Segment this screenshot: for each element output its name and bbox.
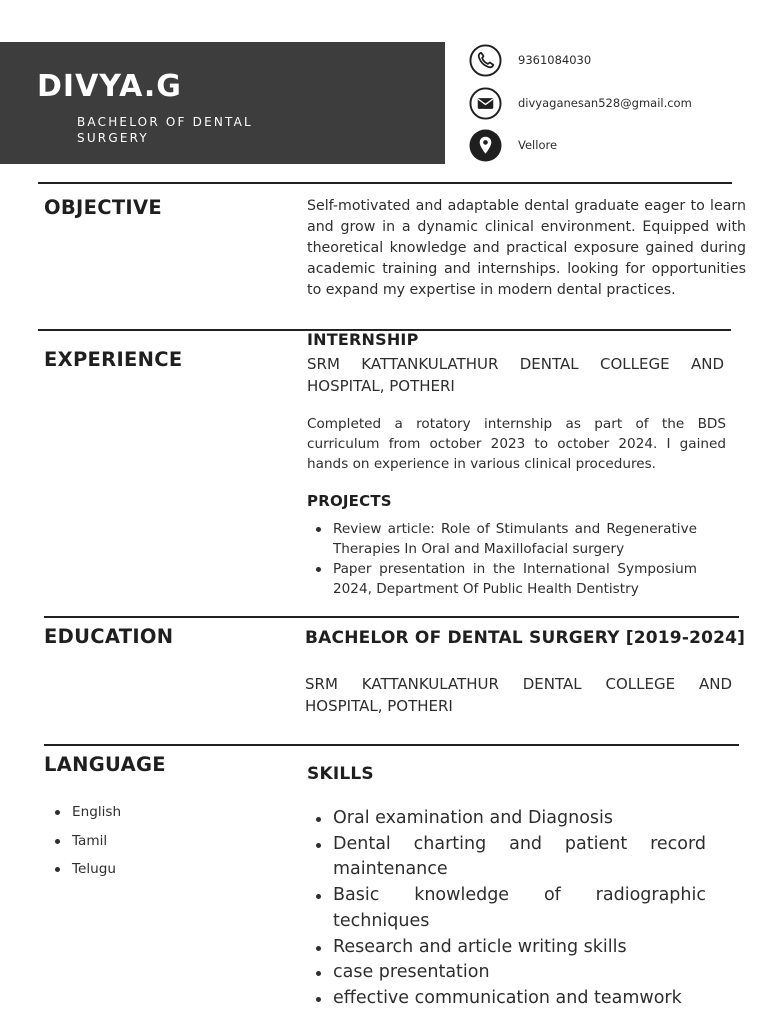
skills-heading: SKILLS — [307, 764, 374, 784]
contact-location — [469, 128, 557, 162]
objective-text: Self-motivated and adaptable dental graduate eager to learn and grow in a dynamic clinical environment. Equipped with theoretical knowledge and practical exposure gained during academic training and internships. looking for opportunities to expand my expertise in modern dental practices. — [307, 198, 746, 298]
location-pin-icon — [469, 129, 502, 162]
candidate-name: DIVYA.G — [37, 69, 182, 104]
skill-item: Basic knowledge of radiographic techniques — [307, 883, 706, 934]
skill-item: effective communication and teamwork — [307, 986, 706, 1012]
candidate-degree: BACHELOR OF DENTAL SURGERY — [77, 115, 253, 145]
skill-item: Research and article writing skills — [307, 935, 706, 961]
name-banner — [0, 42, 445, 164]
contact-email — [469, 86, 692, 120]
internship-description: Completed a rotatory internship as part of the BDS curriculum from october 2023 to october 2024. I gained hands on experience in various clinical procedures. — [307, 416, 726, 472]
experience-heading: EXPERIENCE — [44, 348, 183, 371]
phone-icon — [469, 44, 502, 77]
divider — [44, 744, 739, 746]
language-item: Telugu — [46, 855, 246, 884]
divider — [38, 182, 732, 184]
skill-item: Dental charting and patient record maintenance — [307, 832, 706, 883]
language-list — [46, 798, 246, 884]
location: Vellore — [518, 138, 558, 152]
skill-item: Oral examination and Diagnosis — [307, 806, 706, 832]
education-degree: BACHELOR OF DENTAL SURGERY [2019-2024] — [305, 628, 746, 648]
email-icon — [469, 87, 502, 120]
divider — [44, 616, 739, 618]
projects-heading: PROJECTS — [307, 492, 392, 510]
email-address: divyaganesan528@gmail.com — [518, 96, 692, 110]
objective-heading: OBJECTIVE — [44, 196, 162, 219]
education-heading: EDUCATION — [44, 625, 174, 648]
phone-number: 9361084030 — [518, 53, 592, 67]
education-institution: SRM KATTANKULATHUR DENTAL COLLEGE AND HOSPITAL, POTHERI — [305, 675, 732, 715]
project-item: Review article: Role of Stimulants and Regenerative Therapies In Oral and Maxillofacial surgery — [307, 519, 697, 559]
language-item: English — [46, 798, 246, 827]
contact-phone — [469, 43, 591, 77]
language-heading: LANGUAGE — [44, 753, 166, 776]
internship-institution: SRM KATTANKULATHUR DENTAL COLLEGE AND HOSPITAL, POTHERI — [307, 355, 724, 395]
skill-item: case presentation — [307, 960, 706, 986]
language-item: Tamil — [46, 827, 246, 856]
skills-list — [307, 806, 706, 1012]
projects-list — [307, 519, 697, 599]
internship-heading: INTERNSHIP — [307, 330, 419, 349]
project-item: Paper presentation in the International Symposium 2024, Department Of Public Health Dentistry — [307, 559, 697, 599]
